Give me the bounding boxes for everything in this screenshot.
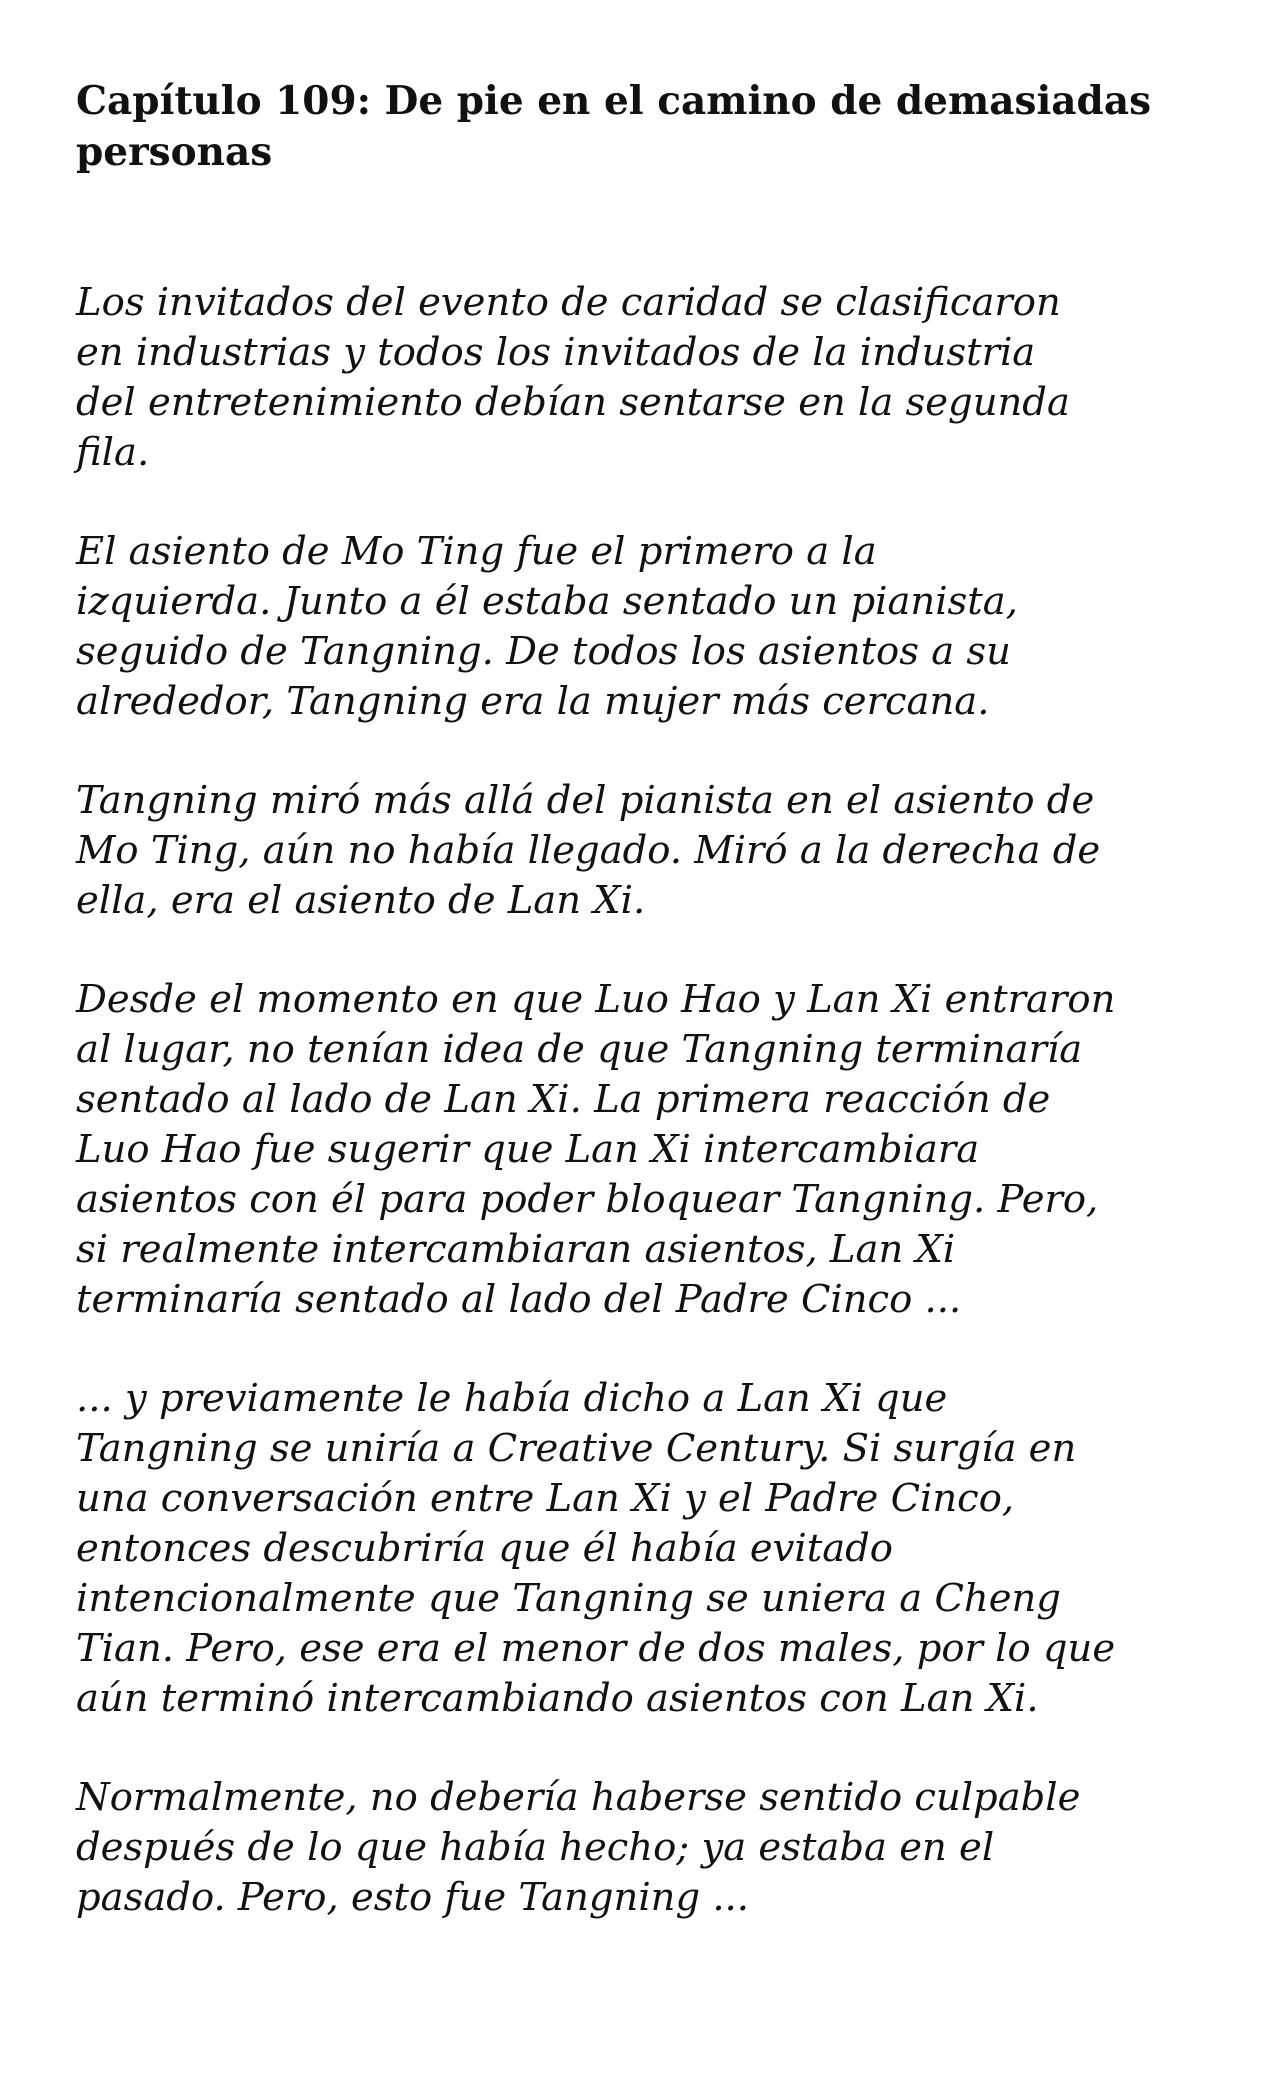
paragraph-6: Normalmente, no debería haberse sentido culpable después de lo que había hecho; ya estaba en el pasado. Pero, esto fue Tangning ... [76, 1775, 1081, 1920]
paragraph-4: Desde el momento en que Luo Hao y Lan Xi entraron al lugar, no tenían idea de que Tangning terminaría sentado al lado de Lan Xi. La primera reacción de Luo Hao fue sugerir que Lan Xi intercambiara asientos con él para poder bloquear Tangning. Pero, si realmente intercambiaran asientos, Lan Xi terminaría sentado al lado del Padre Cinco ... [76, 977, 1116, 1322]
paragraph-3: Tangning miró más allá del pianista en el asiento de Mo Ting, aún no había llegado. Miró a la derecha de ella, era el asiento de Lan Xi. [76, 778, 1101, 923]
paragraph-2: El asiento de Mo Ting fue el primero a la izquierda. Junto a él estaba sentado un pianista, seguido de Tangning. De todos los asientos a su alrededor, Tangning era la mujer más cercana. [76, 529, 1018, 724]
chapter-title: Capítulo 109: De pie en el camino de demasiadas personas [76, 78, 1152, 175]
paragraph-5: ... y previamente le había dicho a Lan Xi que Tangning se uniría a Creative Century. Si surgía en una conversación entre Lan Xi y el Padre Cinco, entonces descubriría que él había evitado intencionalmente que Tangning se uniera a Cheng Tian. Pero, ese era el menor de dos males, por lo que aún terminó intercambiando asientos con Lan Xi. [76, 1376, 1116, 1721]
paragraph-1: Los invitados del evento de caridad se clasificaron en industrias y todos los invitados de la industria del entretenimiento debían sentarse en la segunda fila. [76, 280, 1070, 475]
chapter-body [76, 278, 1226, 1972]
